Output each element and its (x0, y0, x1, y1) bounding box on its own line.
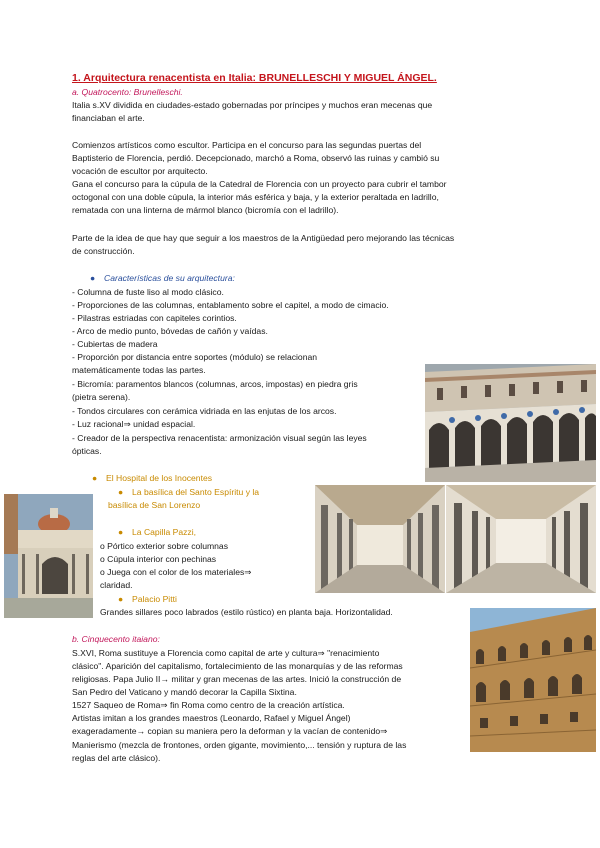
bullet-icon: ● (92, 473, 98, 483)
feature-line: - Luz racional⇒ unidad espacial. (72, 419, 196, 429)
feature-line: - Cubiertas de madera (72, 339, 158, 349)
pazzi-item: claridad. (100, 580, 133, 590)
work-pazzi (118, 526, 196, 539)
bullet-icon: ● (118, 527, 124, 537)
paragraph-line: Baptisterio de Florencia, perdió. Decepcionado, marchó a Roma, observó las ruinas y cambió su (72, 153, 440, 163)
features-heading (90, 272, 235, 285)
page-title: 1. Arquitectura renacentista en Italia: BRUNELLESCHI Y MIGUEL ÁNGEL. (72, 72, 437, 84)
paragraph-line: Manierismo (mezcla de frontones, orden gigante, movimiento,... tensión y ruptura de las (72, 740, 407, 750)
paragraph-line: Italia s.XV dividida en ciudades-estado gobernadas por príncipes y muchos eran mecenas que (72, 100, 433, 110)
hospital-inocentes-photo (425, 364, 596, 482)
paragraph-line: exageradamente→ copian su maniera pero la deforman y la vacían de contenido⇒ (72, 726, 388, 736)
feature-line: ópticas. (72, 446, 102, 456)
bullet-icon: ● (90, 273, 96, 283)
feature-line: - Tondos circulares con cerámica vidriada en las enjutas de los arcos. (72, 406, 337, 416)
paragraph-line: San Pedro del Vaticano y mandó decorar la Capilla Sixtina. (72, 687, 297, 697)
feature-line: (pietra serena). (72, 392, 131, 402)
paragraph-line: reglas del arte clásico). (72, 753, 161, 763)
paragraph-line: de construcción. (72, 246, 135, 256)
paragraph-line: octogonal con una doble cúpula, la interior más esférica y baja, y la exterior peraltada en ladrillo, (72, 192, 439, 202)
basilica-san-lorenzo-photo (446, 485, 596, 593)
features-heading-text: Características de su arquitectura: (104, 273, 235, 283)
work-basilica (118, 486, 259, 499)
paragraph-line: rematada con una linterna de mármol blanco (bicromía con el ladrillo). (72, 205, 339, 215)
bullet-icon: ● (118, 594, 124, 604)
feature-line: - Pilastras estriadas con capiteles corintios. (72, 313, 237, 323)
work-pitti-text: Palacio Pitti (132, 594, 177, 604)
basilica-santo-espiritu-photo (315, 485, 445, 593)
feature-line: - Columna de fuste liso al modo clásico. (72, 287, 224, 297)
feature-line: - Arco de medio punto, bóvedas de cañón y vaídas. (72, 326, 268, 336)
paragraph-line: Artistas imitan a los grandes maestros (Leonardo, Rafael y Miguel Ángel) (72, 713, 351, 723)
capilla-pazzi-photo (4, 494, 93, 618)
paragraph-line: S.XVI, Roma sustituye a Florencia como capital de arte y cultura⇒ "renacimiento (72, 648, 380, 658)
bullet-icon: ● (118, 487, 124, 497)
work-pitti (118, 593, 177, 606)
palacio-pitti-photo (470, 608, 596, 752)
paragraph-line: vocación de escultor por arquitecto. (72, 166, 208, 176)
feature-line: - Creador de la perspectiva renacentista: armonización visual según las leyes (72, 433, 367, 443)
paragraph-line: clásico". Aparición del capitalismo, fortalecimiento de las monarquías y de las reformas (72, 661, 403, 671)
paragraph-line: Gana el concurso para la cúpula de la Catedral de Florencia con un proyecto para cubrir el tambor (72, 179, 447, 189)
feature-line: matemáticamente todas las partes. (72, 365, 206, 375)
pazzi-item: o Pórtico exterior sobre columnas (100, 541, 229, 551)
paragraph-line: 1527 Saqueo de Roma⇒ fin Roma como centro de la creación artística. (72, 700, 345, 710)
feature-line: - Proporciones de las columnas, entablamento sobre el capitel, a modo de cimacio. (72, 300, 389, 310)
feature-line: - Bicromía: paramentos blancos (columnas, arcos, impostas) en piedra gris (72, 379, 358, 389)
paragraph-line: Parte de la idea de que hay que seguir a los maestros de la Antigüedad pero mejorando las técnicas (72, 233, 455, 243)
work-pazzi-text: La Capilla Pazzi, (132, 527, 197, 537)
paragraph-line: financiaban el arte. (72, 113, 145, 123)
pazzi-item: o Juega con el color de los materiales⇒ (100, 567, 252, 577)
pazzi-item: o Cúpula interior con pechinas (100, 554, 217, 564)
work-basilica-text: La basílica del Santo Espíritu y la (132, 487, 260, 497)
section-heading-cinquecento: b. Cinquecento itaiano: (72, 634, 160, 644)
pitti-description: Grandes sillares poco labrados (estilo rústico) en planta baja. Horizontalidad. (100, 607, 393, 617)
section-heading-quattrocento: a. Quatrocento: Brunelleschi. (72, 87, 183, 97)
work-hospital-text: El Hospital de los Inocentes (106, 473, 213, 483)
paragraph-line: religiosas. Papa Julio II→ militar y gran mecenas de las artes. Inició la construcción de (72, 674, 402, 684)
work-hospital (92, 472, 212, 485)
paragraph-line: Comienzos artísticos como escultor. Participa en el concurso para las segundas puertas del (72, 140, 422, 150)
work-basilica-line2: basílica de San Lorenzo (108, 500, 201, 510)
feature-line: - Proporción por distancia entre soportes (módulo) se relacionan (72, 352, 318, 362)
